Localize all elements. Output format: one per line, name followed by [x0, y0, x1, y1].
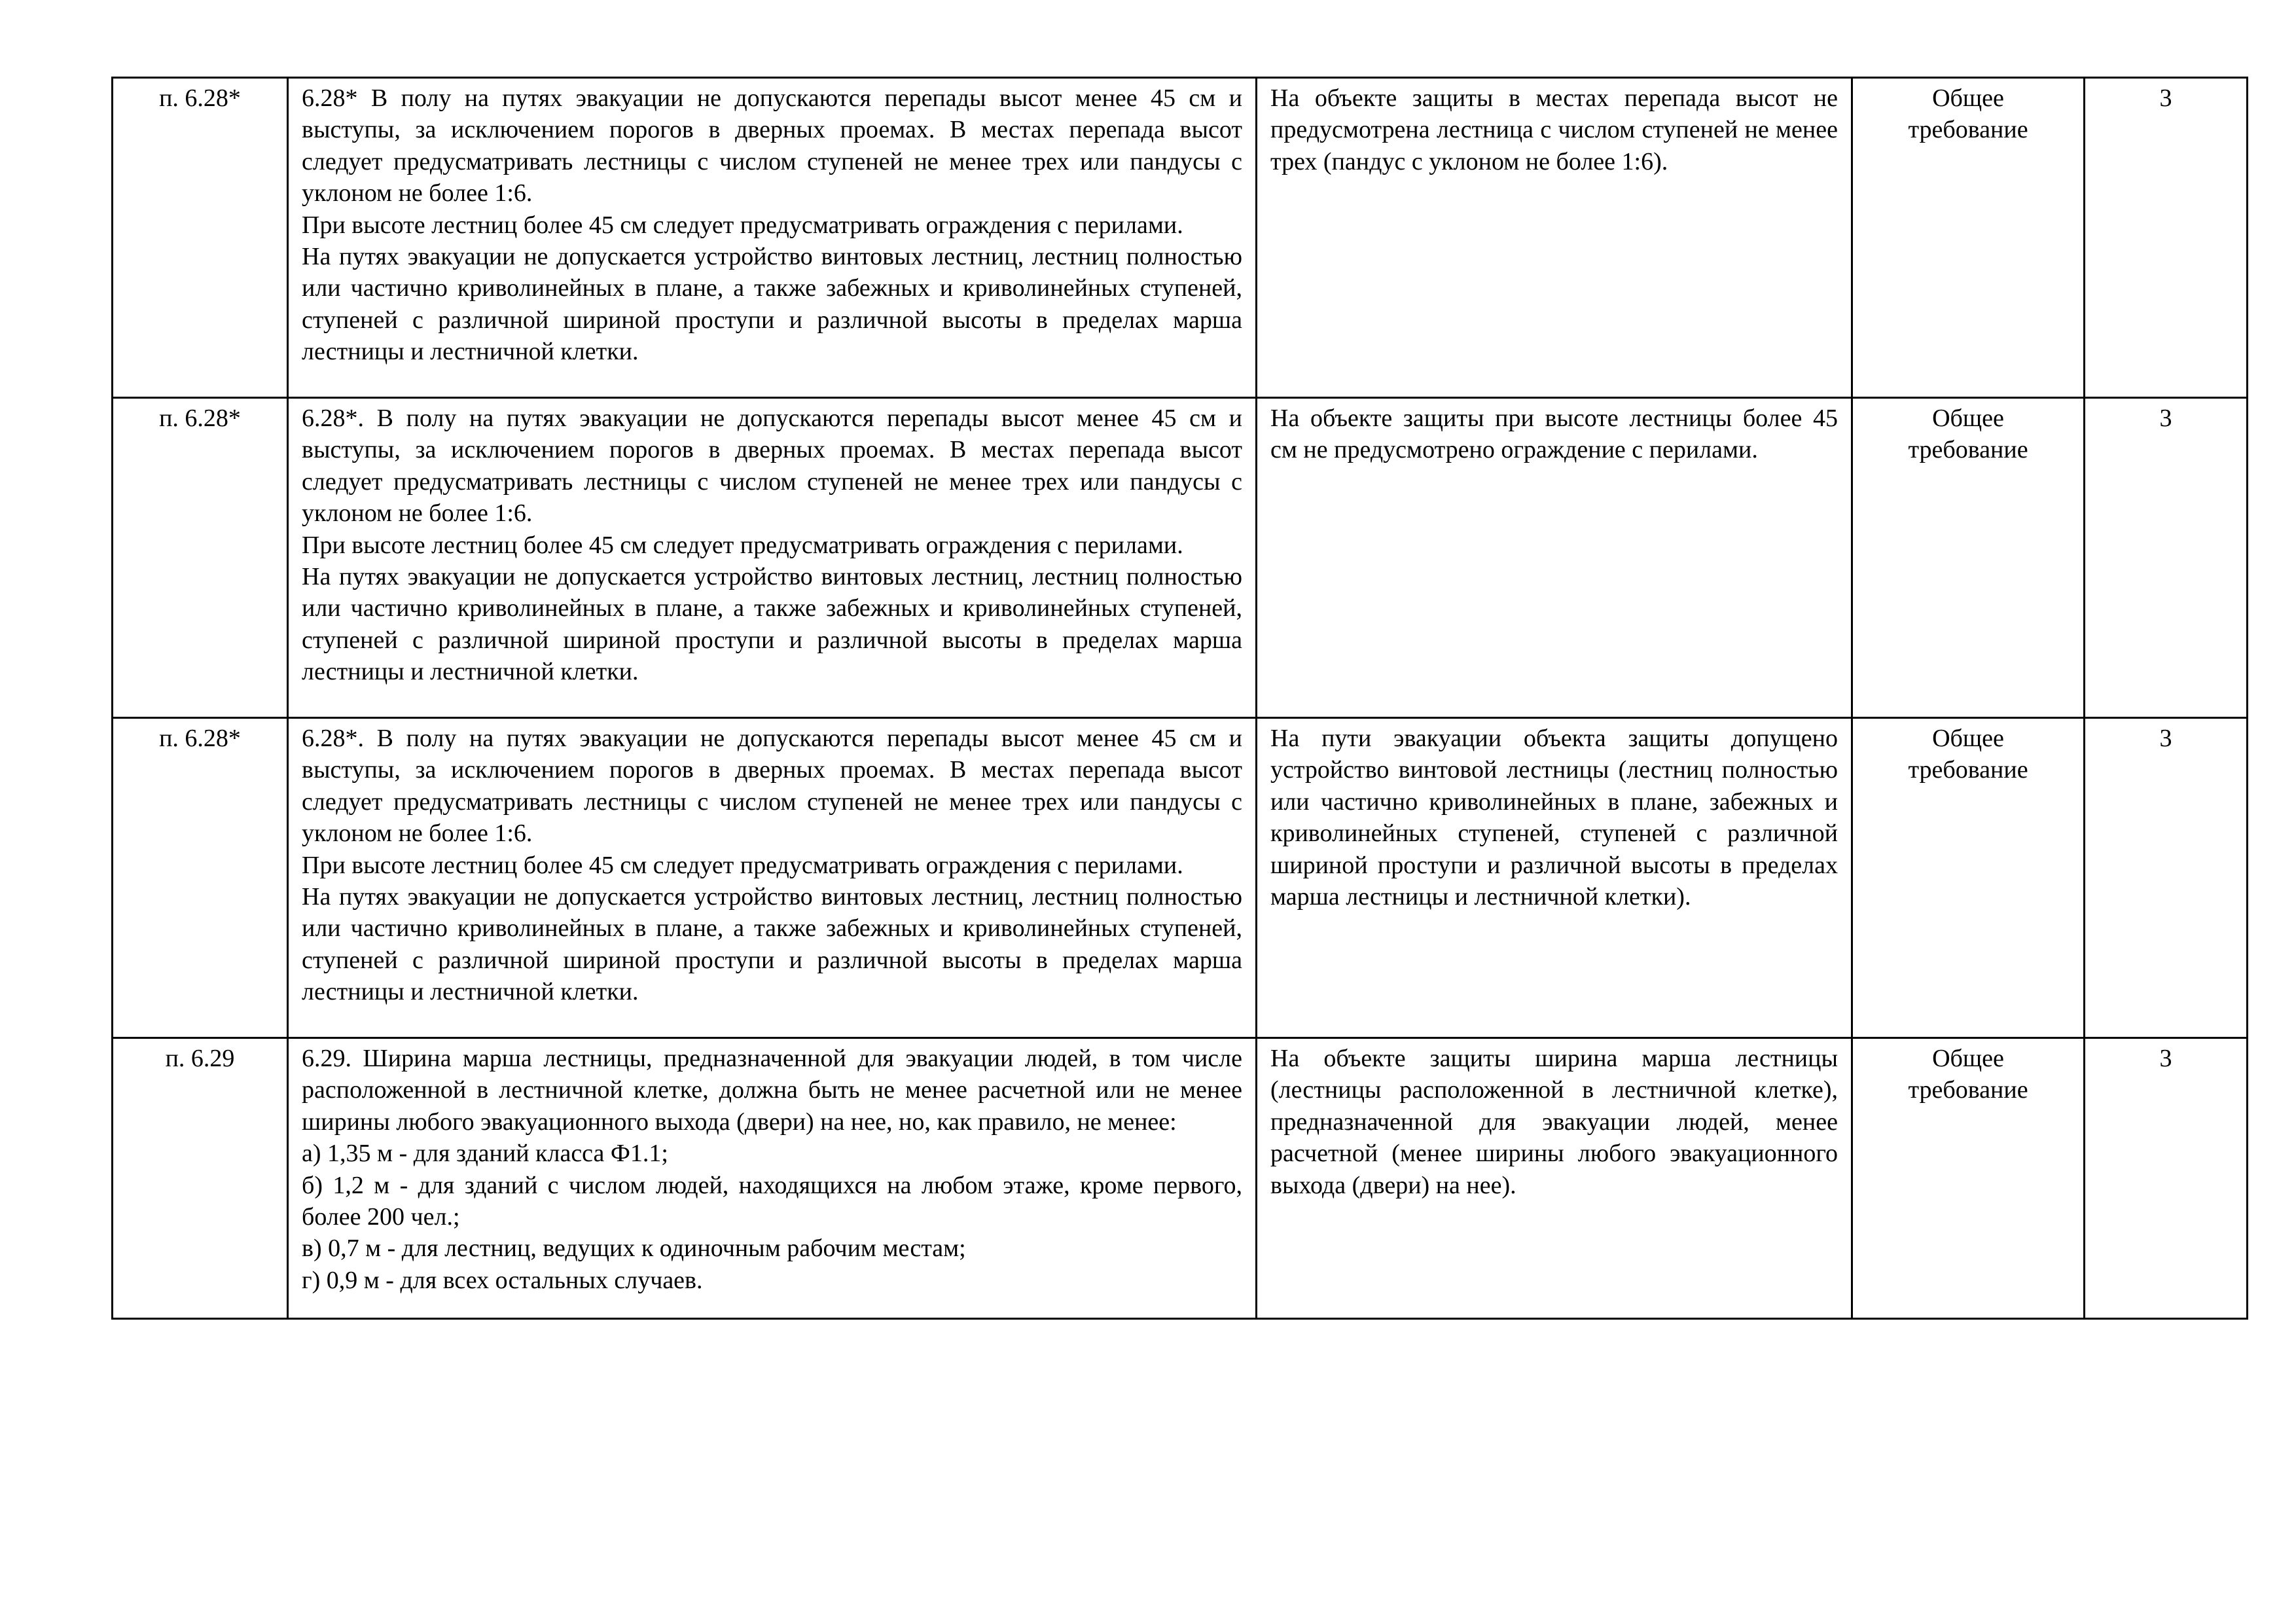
requirement-paragraph: 6.28*. В полу на путях эвакуации не допускаются перепады высот менее 45 см и выступы, за исключением порогов в дверных проемах. В местах перепада высот следует предусматривать лестницы с числом ступеней не менее трех или пандусы с уклоном не более 1:6. — [302, 405, 1242, 528]
score-value: 3 — [2085, 718, 2248, 1038]
score-value: 3 — [2085, 1038, 2248, 1319]
requirement-text — [288, 78, 1257, 398]
requirement-text — [288, 718, 1257, 1038]
requirement-paragraph: При высоте лестниц более 45 см следует предусматривать ограждения с перилами. — [302, 211, 1183, 239]
requirement-paragraph: 6.29. Ширина марша лестницы, предназначенной для эвакуации людей, в том числе расположенной в лестничной клетке, должна быть не менее расчетной или не менее ширины любого эвакуационного выхода (двери) на нее, но, как правило, не менее: — [302, 1045, 1242, 1136]
requirement-list-item: а) 1,35 м - для зданий класса Ф1.1; — [302, 1140, 668, 1168]
table-row — [113, 718, 2248, 1038]
requirement-type — [1852, 398, 2085, 718]
requirement-type-line: Общее — [1932, 1045, 2004, 1072]
requirement-paragraph: При высоте лестниц более 45 см следует предусматривать ограждения с перилами. — [302, 531, 1183, 559]
violation-text: На пути эвакуации объекта защиты допущено устройство винтовой лестницы (лестниц полностью или частично криволинейных в плане, забежных и криволинейных ступеней, ступеней с различной шириной проступи и различной высоты в пределах марша лестницы и лестничной клетки). — [1257, 718, 1852, 1038]
requirement-type-line: Общее — [1932, 725, 2004, 752]
requirement-list-item: г) 0,9 м - для всех остальных случаев. — [302, 1266, 703, 1294]
clause-reference: п. 6.28* — [113, 718, 288, 1038]
requirement-type — [1852, 1038, 2085, 1319]
requirement-type-line: требование — [1908, 436, 2028, 464]
requirement-type-line: требование — [1908, 756, 2028, 784]
clause-reference: п. 6.28* — [113, 78, 288, 398]
requirement-paragraph: На путях эвакуации не допускается устройство винтовых лестниц, лестниц полностью или частично криволинейных в плане, а также забежных и криволинейных ступеней, ступеней с различной шириной проступи и различной высоты в пределах марша лестницы и лестничной клетки. — [302, 243, 1242, 366]
table-row — [113, 1038, 2248, 1319]
violation-text: На объекте защиты ширина марша лестницы (лестницы расположенной в лестничной клетке), предназначенной для эвакуации людей, менее расчетной (менее ширины любого эвакуационного выхода (двери) на нее). — [1257, 1038, 1852, 1319]
violation-text: На объекте защиты при высоте лестницы более 45 см не предусмотрено ограждение с перилами. — [1257, 398, 1852, 718]
requirement-type-line: требование — [1908, 1076, 2028, 1104]
requirement-type-line: Общее — [1932, 405, 2004, 432]
requirement-paragraph: При высоте лестниц более 45 см следует предусматривать ограждения с перилами. — [302, 851, 1183, 879]
requirement-paragraph: 6.28*. В полу на путях эвакуации не допускаются перепады высот менее 45 см и выступы, за исключением порогов в дверных проемах. В местах перепада высот следует предусматривать лестницы с числом ступеней не менее трех или пандусы с уклоном не более 1:6. — [302, 725, 1242, 848]
clause-reference: п. 6.29 — [113, 1038, 288, 1319]
requirements-table — [111, 77, 2248, 1320]
table-row — [113, 398, 2248, 718]
violation-text: На объекте защиты в местах перепада высот не предусмотрена лестница с числом ступеней не менее трех (пандус с уклоном не более 1:6). — [1257, 78, 1852, 398]
requirement-text — [288, 398, 1257, 718]
score-value: 3 — [2085, 398, 2248, 718]
table-row — [113, 78, 2248, 398]
requirement-type — [1852, 78, 2085, 398]
requirement-list-item: б) 1,2 м - для зданий с числом людей, находящихся на любом этаже, кроме первого, более 200 чел.; — [302, 1171, 1242, 1231]
requirement-paragraph: На путях эвакуации не допускается устройство винтовых лестниц, лестниц полностью или частично криволинейных в плане, а также забежных и криволинейных ступеней, ступеней с различной шириной проступи и различной высоты в пределах марша лестницы и лестничной клетки. — [302, 883, 1242, 1006]
requirement-paragraph: На путях эвакуации не допускается устройство винтовых лестниц, лестниц полностью или частично криволинейных в плане, а также забежных и криволинейных ступеней, ступеней с различной шириной проступи и различной высоты в пределах марша лестницы и лестничной клетки. — [302, 563, 1242, 686]
clause-reference: п. 6.28* — [113, 398, 288, 718]
requirement-type — [1852, 718, 2085, 1038]
requirement-type-line: Общее — [1932, 84, 2004, 112]
requirement-list-item: в) 0,7 м - для лестниц, ведущих к одиночным рабочим местам; — [302, 1235, 966, 1263]
requirement-text — [288, 1038, 1257, 1319]
requirement-paragraph: 6.28* В полу на путях эвакуации не допускаются перепады высот менее 45 см и выступы, за исключением порогов в дверных проемах. В местах перепада высот следует предусматривать лестницы с числом ступеней не менее трех или пандусы с уклоном не более 1:6. — [302, 84, 1242, 208]
requirement-type-line: требование — [1908, 116, 2028, 144]
score-value: 3 — [2085, 78, 2248, 398]
